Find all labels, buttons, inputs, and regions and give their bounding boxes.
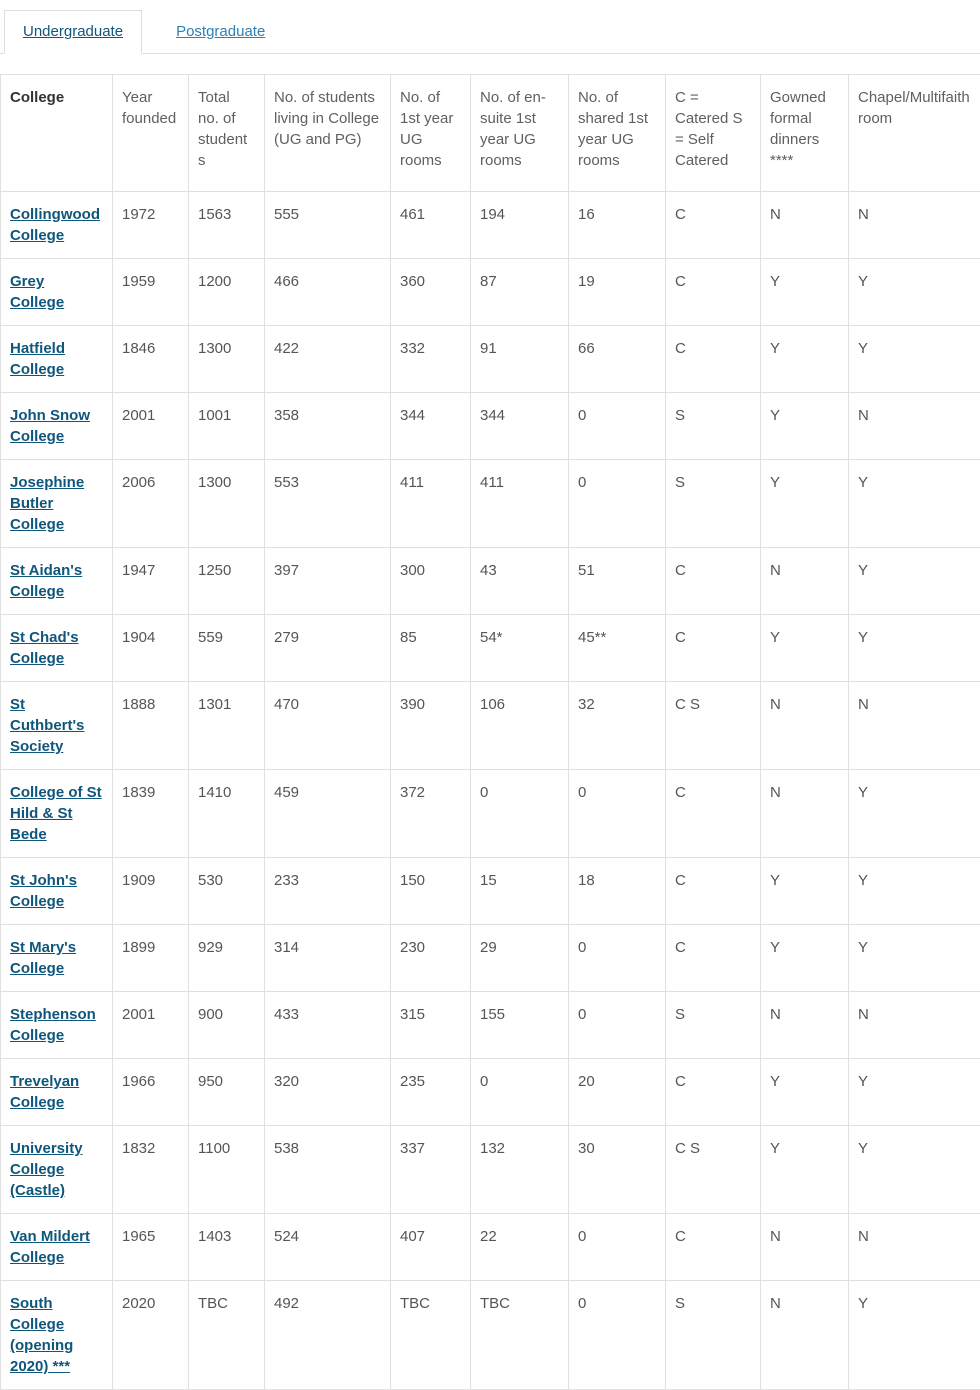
table-cell: 1904 <box>113 615 189 682</box>
table-cell: N <box>761 548 849 615</box>
table-cell: 0 <box>569 393 666 460</box>
table-cell: N <box>761 992 849 1059</box>
table-cell: 0 <box>471 770 569 858</box>
college-link[interactable]: John Snow College <box>10 407 90 445</box>
table-cell: 1410 <box>189 770 265 858</box>
table-cell: 315 <box>391 992 471 1059</box>
table-cell: 235 <box>391 1059 471 1126</box>
table-cell: 332 <box>391 326 471 393</box>
table-cell: Y <box>761 858 849 925</box>
table-cell: Y <box>849 326 980 393</box>
table-body <box>1 192 980 1390</box>
table-cell: C <box>666 192 761 259</box>
college-cell <box>1 1126 113 1214</box>
table-row <box>1 1059 980 1126</box>
table-cell: 1846 <box>113 326 189 393</box>
table-cell: 0 <box>471 1059 569 1126</box>
table-cell: 1965 <box>113 1214 189 1281</box>
table-cell: 411 <box>471 460 569 548</box>
table-cell: 19 <box>569 259 666 326</box>
college-link[interactable]: St Chad's College <box>10 629 79 667</box>
table-row <box>1 460 980 548</box>
table-cell: 397 <box>265 548 391 615</box>
college-link[interactable]: University College (Castle) <box>10 1140 83 1199</box>
table-cell: Y <box>849 615 980 682</box>
table-cell: 1300 <box>189 460 265 548</box>
table-row <box>1 1214 980 1281</box>
column-header: Year founded <box>113 75 189 192</box>
college-cell <box>1 992 113 1059</box>
table-cell: 15 <box>471 858 569 925</box>
tab-postgraduate[interactable]: Postgraduate <box>158 11 283 53</box>
table-cell: Y <box>761 393 849 460</box>
table-cell: 194 <box>471 192 569 259</box>
table-cell: 538 <box>265 1126 391 1214</box>
table-cell: 66 <box>569 326 666 393</box>
column-header: No. of shared 1st year UG rooms <box>569 75 666 192</box>
table-cell: 1300 <box>189 326 265 393</box>
table-cell: 1301 <box>189 682 265 770</box>
table-row <box>1 925 980 992</box>
college-cell <box>1 682 113 770</box>
table-cell: Y <box>761 460 849 548</box>
header-row <box>1 75 980 192</box>
table-cell: 32 <box>569 682 666 770</box>
table-cell: 0 <box>569 925 666 992</box>
table-cell: N <box>849 192 980 259</box>
college-link[interactable]: South College (opening 2020) *** <box>10 1295 73 1375</box>
tab-bar <box>0 10 980 54</box>
table-row <box>1 192 980 259</box>
table-cell: 1959 <box>113 259 189 326</box>
college-link[interactable]: Josephine Butler College <box>10 474 84 533</box>
table-cell: S <box>666 1281 761 1390</box>
table-cell: 1832 <box>113 1126 189 1214</box>
table-cell: Y <box>849 259 980 326</box>
table-row <box>1 858 980 925</box>
table-cell: 0 <box>569 1281 666 1390</box>
table-cell: 559 <box>189 615 265 682</box>
table-row <box>1 548 980 615</box>
table-cell: Y <box>849 858 980 925</box>
table-cell: N <box>849 1214 980 1281</box>
table-cell: Y <box>849 770 980 858</box>
table-cell: 2006 <box>113 460 189 548</box>
college-cell <box>1 1281 113 1390</box>
table-row <box>1 682 980 770</box>
table-row <box>1 259 980 326</box>
table-cell: 279 <box>265 615 391 682</box>
table-cell: S <box>666 460 761 548</box>
column-header: Total no. of students <box>189 75 265 192</box>
table-cell: 87 <box>471 259 569 326</box>
table-cell: 85 <box>391 615 471 682</box>
college-link[interactable]: Trevelyan College <box>10 1073 79 1111</box>
college-cell <box>1 925 113 992</box>
college-cell <box>1 393 113 460</box>
table-cell: 1001 <box>189 393 265 460</box>
colleges-comparison-table <box>0 74 980 1390</box>
table-row <box>1 326 980 393</box>
table-cell: 900 <box>189 992 265 1059</box>
table-cell: TBC <box>391 1281 471 1390</box>
table-row <box>1 1126 980 1214</box>
table-cell: 54* <box>471 615 569 682</box>
college-link[interactable]: St John's College <box>10 872 77 910</box>
table-cell: 411 <box>391 460 471 548</box>
table-cell: 1403 <box>189 1214 265 1281</box>
table-cell: 30 <box>569 1126 666 1214</box>
college-cell <box>1 326 113 393</box>
table-cell: 337 <box>391 1126 471 1214</box>
table-cell: 1909 <box>113 858 189 925</box>
table-cell: C <box>666 548 761 615</box>
college-link[interactable]: Collingwood College <box>10 206 100 244</box>
table-cell: N <box>761 770 849 858</box>
table-cell: 466 <box>265 259 391 326</box>
table-cell: 433 <box>265 992 391 1059</box>
college-link[interactable]: College of St Hild & St Bede <box>10 784 102 843</box>
table-cell: S <box>666 992 761 1059</box>
college-link[interactable]: Stephenson College <box>10 1006 96 1044</box>
table-cell: 530 <box>189 858 265 925</box>
table-cell: 950 <box>189 1059 265 1126</box>
table-cell: 29 <box>471 925 569 992</box>
table-cell: 555 <box>265 192 391 259</box>
table-cell: 1972 <box>113 192 189 259</box>
table-cell: Y <box>849 925 980 992</box>
table-row <box>1 992 980 1059</box>
tab-undergraduate[interactable]: Undergraduate <box>4 10 142 54</box>
table-row <box>1 1281 980 1390</box>
college-cell <box>1 1214 113 1281</box>
table-cell: TBC <box>189 1281 265 1390</box>
table-cell: TBC <box>471 1281 569 1390</box>
table-cell: 0 <box>569 770 666 858</box>
table-cell: 18 <box>569 858 666 925</box>
college-cell <box>1 460 113 548</box>
table-cell: C S <box>666 682 761 770</box>
table-cell: Y <box>849 460 980 548</box>
table-cell: 300 <box>391 548 471 615</box>
table-cell: 470 <box>265 682 391 770</box>
table-cell: C <box>666 858 761 925</box>
table-cell: Y <box>761 259 849 326</box>
table-cell: 390 <box>391 682 471 770</box>
table-cell: N <box>761 682 849 770</box>
column-header: No. of students living in College (UG and PG) <box>265 75 391 192</box>
column-header: C = Catered S = Self Catered <box>666 75 761 192</box>
table-cell: Y <box>849 1059 980 1126</box>
table-cell: 1250 <box>189 548 265 615</box>
table-cell: 1100 <box>189 1126 265 1214</box>
table-cell: 51 <box>569 548 666 615</box>
table-cell: Y <box>761 925 849 992</box>
table-cell: 2001 <box>113 393 189 460</box>
table-cell: 0 <box>569 1214 666 1281</box>
table-cell: N <box>849 682 980 770</box>
table-cell: 155 <box>471 992 569 1059</box>
college-cell <box>1 770 113 858</box>
table-cell: C S <box>666 1126 761 1214</box>
table-cell: 524 <box>265 1214 391 1281</box>
colleges-table-container <box>0 74 980 1390</box>
table-cell: 132 <box>471 1126 569 1214</box>
college-link[interactable]: Van Mildert College <box>10 1228 90 1266</box>
college-link[interactable]: St Cuthbert's Society <box>10 696 84 755</box>
college-cell <box>1 858 113 925</box>
table-cell: 150 <box>391 858 471 925</box>
table-cell: 358 <box>265 393 391 460</box>
table-cell: Y <box>849 548 980 615</box>
table-cell: N <box>761 192 849 259</box>
table-cell: 1947 <box>113 548 189 615</box>
table-cell: 1888 <box>113 682 189 770</box>
table-cell: 1563 <box>189 192 265 259</box>
college-link[interactable]: St Aidan's College <box>10 562 82 600</box>
table-cell: 2001 <box>113 992 189 1059</box>
table-cell: C <box>666 770 761 858</box>
table-cell: C <box>666 326 761 393</box>
table-cell: 360 <box>391 259 471 326</box>
table-cell: 1200 <box>189 259 265 326</box>
table-cell: 314 <box>265 925 391 992</box>
table-cell: 106 <box>471 682 569 770</box>
table-cell: 344 <box>471 393 569 460</box>
table-cell: 1899 <box>113 925 189 992</box>
table-cell: 459 <box>265 770 391 858</box>
table-cell: 1839 <box>113 770 189 858</box>
table-cell: 233 <box>265 858 391 925</box>
table-cell: 230 <box>391 925 471 992</box>
table-cell: 20 <box>569 1059 666 1126</box>
table-cell: 553 <box>265 460 391 548</box>
table-cell: 492 <box>265 1281 391 1390</box>
table-cell: 422 <box>265 326 391 393</box>
table-cell: C <box>666 925 761 992</box>
table-cell: 43 <box>471 548 569 615</box>
table-cell: 372 <box>391 770 471 858</box>
table-cell: 407 <box>391 1214 471 1281</box>
college-cell <box>1 1059 113 1126</box>
college-cell <box>1 548 113 615</box>
college-link[interactable]: Grey College <box>10 273 64 311</box>
table-cell: 1966 <box>113 1059 189 1126</box>
table-cell: 320 <box>265 1059 391 1126</box>
table-cell: 0 <box>569 460 666 548</box>
table-cell: N <box>761 1281 849 1390</box>
college-cell <box>1 615 113 682</box>
table-cell: 929 <box>189 925 265 992</box>
table-cell: C <box>666 259 761 326</box>
table-cell: Y <box>761 615 849 682</box>
column-header: Chapel/Multifaith room <box>849 75 980 192</box>
table-cell: Y <box>761 1059 849 1126</box>
table-cell: 344 <box>391 393 471 460</box>
table-cell: 2020 <box>113 1281 189 1390</box>
table-cell: 22 <box>471 1214 569 1281</box>
table-cell: N <box>849 393 980 460</box>
table-cell: S <box>666 393 761 460</box>
table-cell: 461 <box>391 192 471 259</box>
college-link[interactable]: St Mary's College <box>10 939 76 977</box>
college-cell <box>1 192 113 259</box>
table-row <box>1 615 980 682</box>
table-cell: 91 <box>471 326 569 393</box>
table-cell: Y <box>849 1281 980 1390</box>
column-header: No. of en-suite 1st year UG rooms <box>471 75 569 192</box>
table-cell: 0 <box>569 992 666 1059</box>
table-cell: N <box>849 992 980 1059</box>
table-cell: C <box>666 615 761 682</box>
table-cell: 16 <box>569 192 666 259</box>
table-cell: N <box>761 1214 849 1281</box>
table-cell: Y <box>849 1126 980 1214</box>
column-header: No. of 1st year UG rooms <box>391 75 471 192</box>
table-cell: C <box>666 1214 761 1281</box>
table-cell: Y <box>761 1126 849 1214</box>
column-header: College <box>1 75 113 192</box>
table-cell: Y <box>761 326 849 393</box>
table-row <box>1 770 980 858</box>
table-row <box>1 393 980 460</box>
table-cell: 45** <box>569 615 666 682</box>
college-link[interactable]: Hatfield College <box>10 340 65 378</box>
table-cell: C <box>666 1059 761 1126</box>
column-header: Gowned formal dinners **** <box>761 75 849 192</box>
college-cell <box>1 259 113 326</box>
